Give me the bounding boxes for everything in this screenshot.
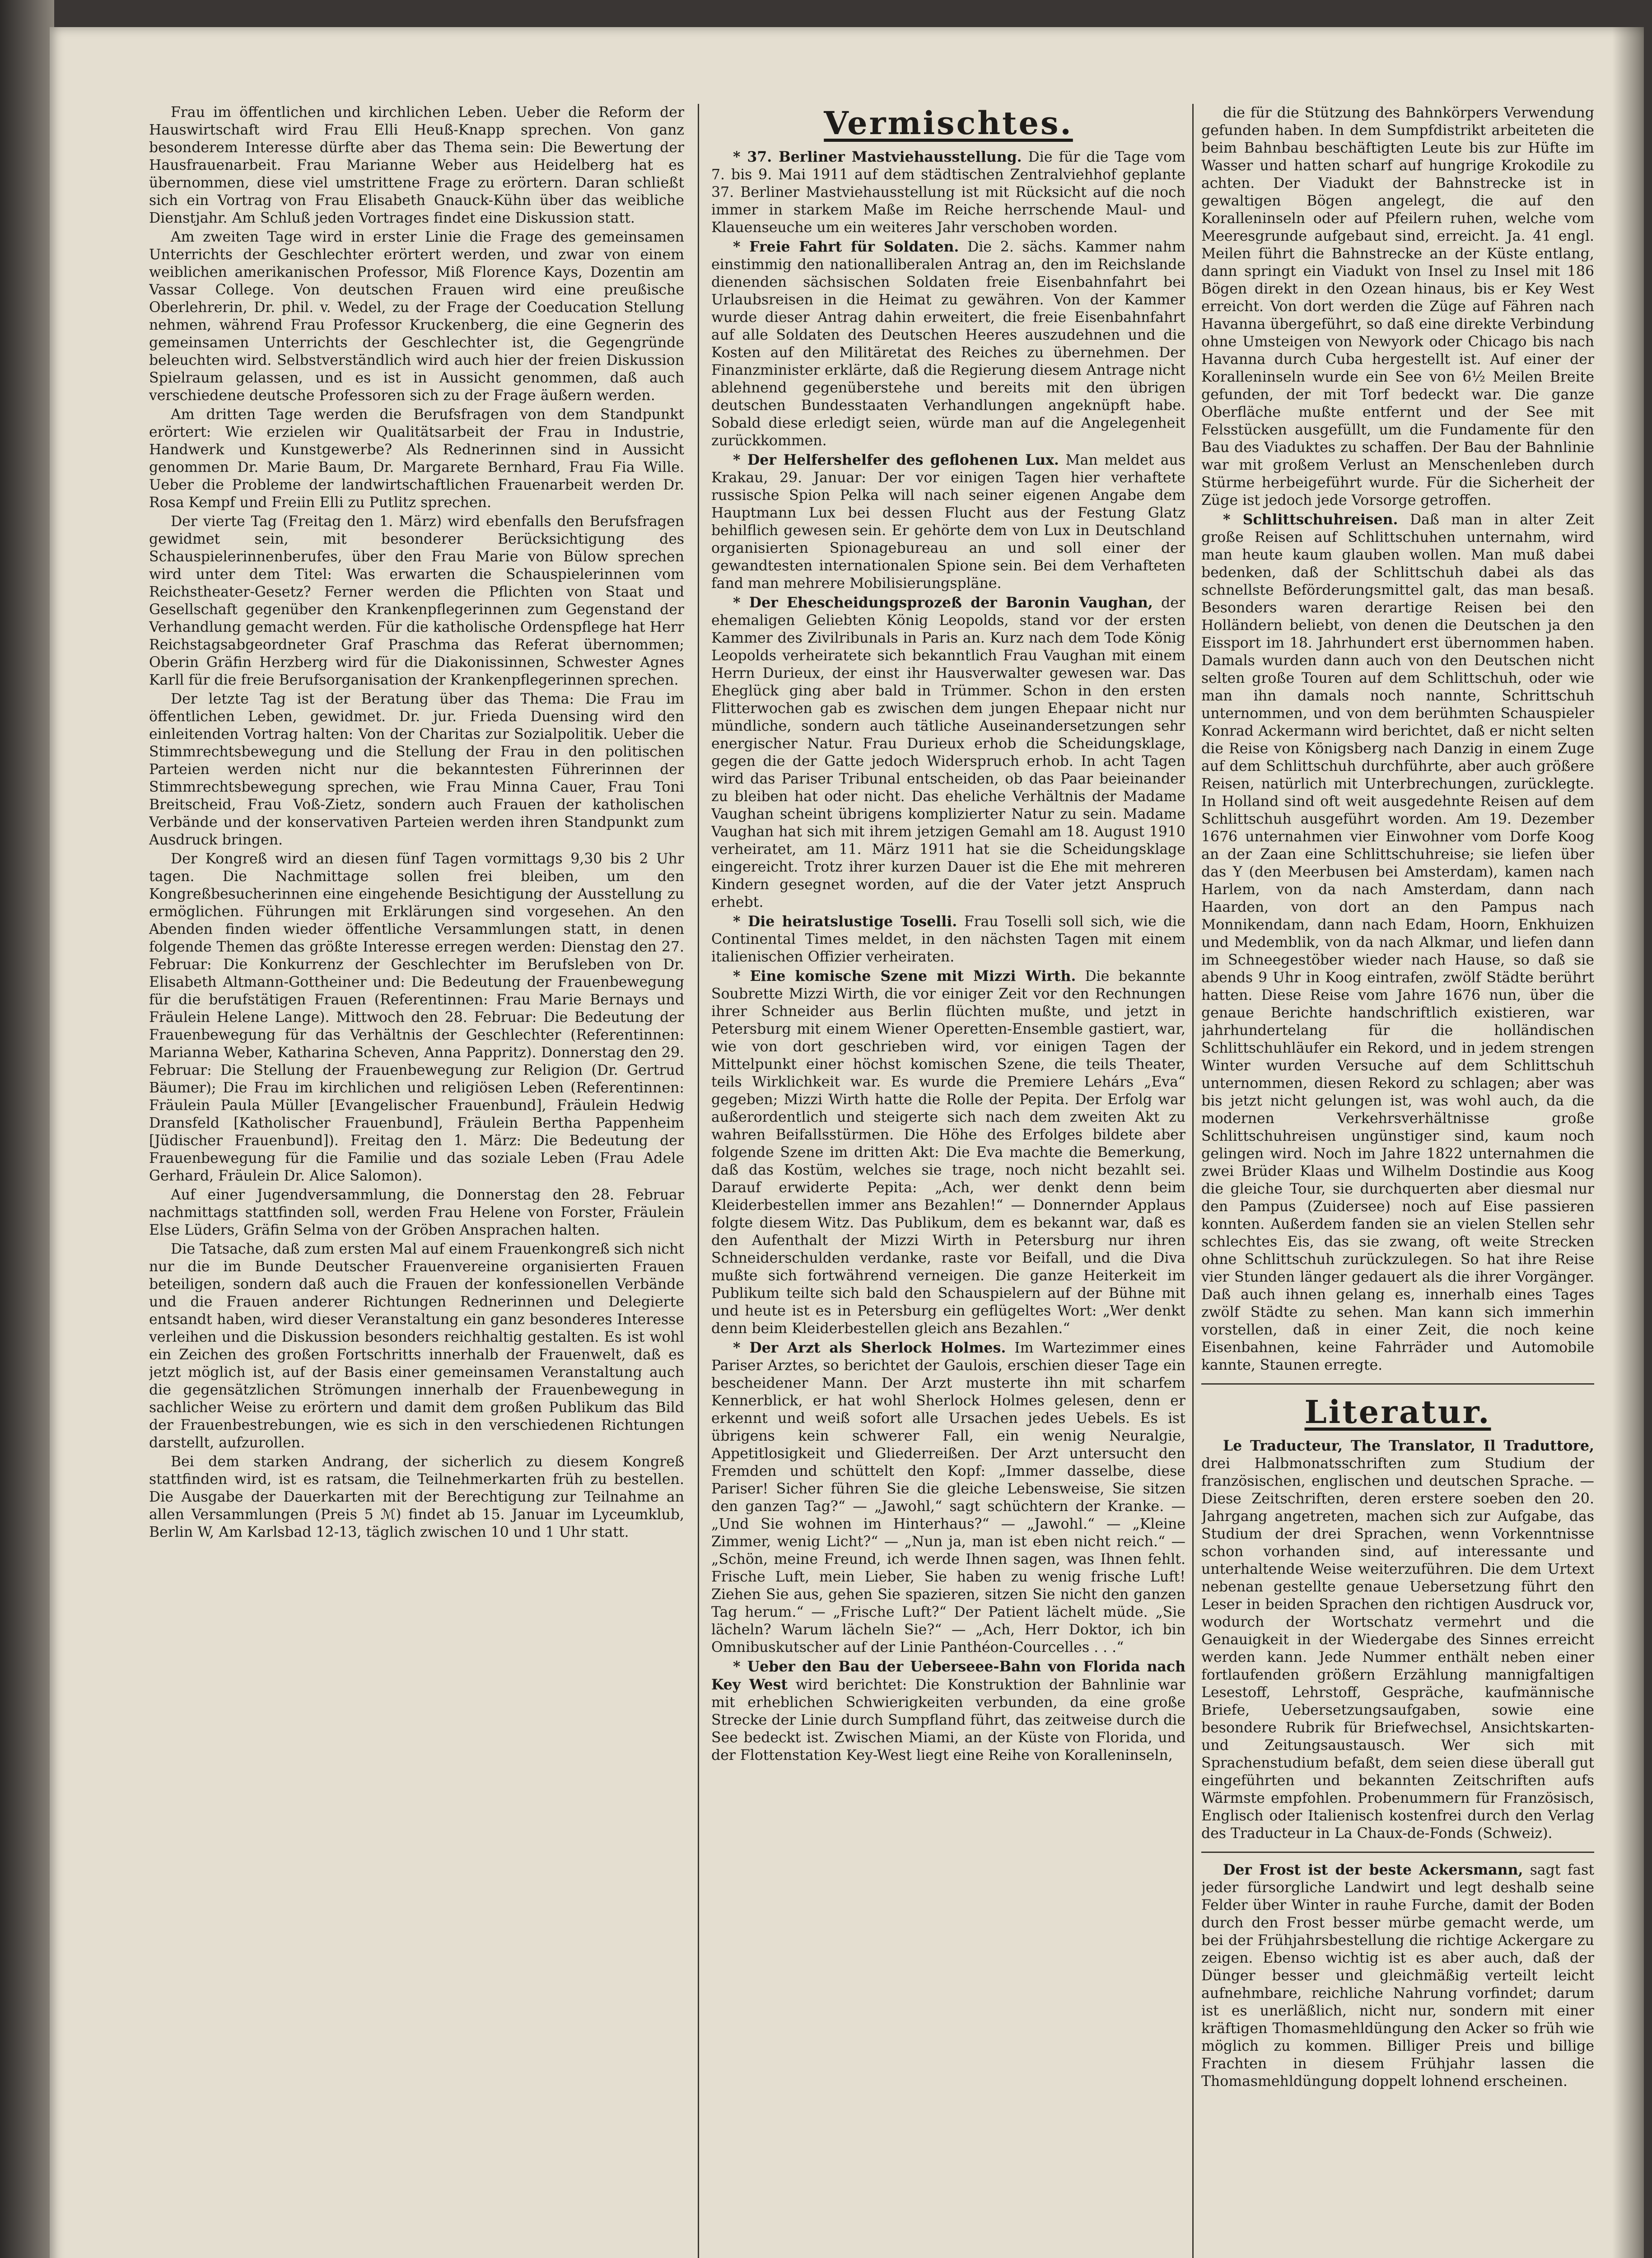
news-item	[711, 451, 1185, 592]
article-paragraph: Bei dem starken Andrang, der sicherlich zu diesem Kongreß stattfinden wird, ist es ratsam, die Teilnehmerkarten früh zu bestellen. Die Ausgabe der Dauerkarten mit der Berechtigung zur Teilnahme an allen Versammlungen (Preis 5 ℳ) findet ab 15. Januar im Lyceumklub, Berlin W, Am Karlsbad 12-13, täglich zwischen 10 und 1 Uhr statt.	[149, 1454, 684, 1540]
article-title: Le Traducteur, The Translator, Il Traduttore,	[1223, 1437, 1594, 1454]
scan-binding-edge	[0, 0, 54, 2258]
article-paragraph: Der vierte Tag (Freitag den 1. März) wird ebenfalls den Berufsfragen gewidmet sein, mit besonderer Berücksichtigung des Schauspielerinnenberufes, über den Frau Marie von Bülow sprechen wird unter dem Titel: Was erwarten die Schauspielerinnen vom Reichstheater-Gesetz? Ferner werden die Pflichten von Staat und Gesellschaft gegenüber den Krankenpflegerinnen zum Gegenstand der Verhandlung gemacht werden. Für die katholische Ordenspflege hat Herr Reichstagsabgeordneter Graf Praschma das Referat übernommen; Oberin Gräfin Herzberg wird für die Diakonissinnen, Schwester Agnes Karll für die freie Berufsorganisation der Krankenpflegerinnen sprechen.	[149, 513, 684, 688]
news-item	[711, 1339, 1185, 1656]
article-text: die für die Stützung des Bahnkörpers Verwendung gefunden haben. In dem Sumpfdistrikt arbeiteten die beim Bahnbau beschäftigten Leute bis zur Hüfte im Wasser und hatten scharf auf hungrige Krokodile zu achten. Der Viadukt der Bahnstrecke ist in gewaltigen Bögen angelegt, die auf den Koralleninseln oder auf Pfeilern ruhen, welche vom Meeresgrunde aufgebaut sind, erreicht. Ja. 41 engl. Meilen führt die Bahnstrecke an der Küste entlang, dann springt ein Viadukt von Insel zu Insel mit 186 Bögen direkt in den Ozean hinaus, bis er Key West erreicht. Von dort werden die Züge auf Fähren nach Havanna übergeführt, so daß eine direkte Verbindung ohne Umsteigen von Newyork oder Chicago bis nach Havanna durch Cuba hergestellt ist. Auf einer der Koralleninseln wurde ein See von 6½ Meilen Breite gefunden, der mit Torf bedeckt war. Die ganze Oberfläche mußte entfernt und der See mit Felsstücken ausgefüllt, um die Fundamente für den Bau des Viaduktes zu schaffen. Der Bau der Bahnlinie war mit großem Verlust an Menschenleben durch Stürme herbeigeführt wurde. Für die Sicherheit der Züge ist jedoch jede Vorsorge getroffen.	[1201, 105, 1594, 509]
page-fold-shadow	[1612, 27, 1644, 2258]
left-column	[149, 104, 684, 2258]
news-item	[711, 913, 1185, 966]
article-text: Daß man in alter Zeit große Reisen auf Schlittschuhen unternahm, wird man heute kaum glauben wollen. Man muß dabei bedenken, daß der Schlittschuh dabei als das schnellste Beförderungsmittel galt, das man besaß. Besonders waren derartige Reisen bei den Holländern beliebt, von denen die Deutschen ja den Eissport im 18. Jahrhundert erst übernommen haben. Damals wurden dann auch von den Deutschen nicht selten große Touren auf dem Schlittschuh, oder wie man ihn damals noch nannte, Schrittschuh unternommen, und von dem berühmten Schauspieler Konrad Ackermann wird berichtet, daß er nicht selten die Reise von Königsberg nach Danzig in einem Zuge auf dem Schlittschuh durchführte, aber auch größere Reisen, natürlich mit Unterbrechungen, zurücklegte. In Holland sind oft weit ausgedehnte Reisen auf dem Schlittschuh ausgeführt worden. Am 19. Dezember 1676 unternahmen vier Einwohner vom Dorfe Koog an der Zaan eine Schlittschuhreise; sie liefen über das Y (den Meerbusen bei Amsterdam), kamen nach Harlem, von da nach Amsterdam, dann nach Haarden, von dort an den Pampus nach Monnikendam, dann nach Edam, Hoorn, Enkhuizen und Medemblik, von da nach Alkmar, und liefen dann im Schneegestöber wieder nach Hause, so daß sie abends 9 Uhr in Koog eintrafen, zwölf Städte berührt hatten. Diese Reise vom Jahre 1676 nun, über die genaue Berichte handschriftlich existieren, war jahrhundertelang für die holländischen Schlittschuhläufer ein Rekord, und in jedem strengen Winter wurden Versuche auf dem Schlittschuh unternommen, diesen Rekord zu schlagen; aber was bis jetzt nicht gelungen ist, was wohl auch, da die modernen Verkehrsverhältnisse große Schlittschuhreisen ungünstiger sind, kaum noch gelingen wird. Noch im Jahre 1822 unternahmen die zwei Brüder Klaas und Wilhelm Dostindie aus Koog die gleiche Tour, sie durchquerten aber diesmal nur den Pampus (Zuidersee) noch auf Eise passieren konnten. Außerdem fanden sie an vielen Stellen sehr schlechtes Eis, das sie zwang, oft weite Strecken ohne Schlittschuh zurückzulegen. So hat ihre Reise vier Stunden länger gedauert als die ihrer Vorgänger. Daß auch ihnen gelang es, innerhalb eines Tages zwölf Städte zu sehen. Man kann sich immerhin vorstellen, daß in einer Zeit, die noch keine Eisenbahnen, keine Fahrräder und Automobile kannte, Staunen erregte.	[1201, 512, 1594, 1373]
article-paragraph: Die Tatsache, daß zum ersten Mal auf einem Frauenkongreß sich nicht nur die im Bunde Deutscher Frauenvereine organisierten Frauen beteiligen, sondern daß auch die Frauen der konfessionellen Verbände und die Frauen anderer Richtungen Rednerinnen und Delegierte entsandt haben, wird dieser Veranstaltung ein ganz besonderes Interesse verleihen und die Diskussion besonders reichhaltig gestalten. Es ist wohl ein Zeichen des großen Fortschritts innerhalb der Frauenwelt, daß es jetzt möglich ist, auf der Basis einer gemeinsamen Veranstaltung auch die gegensätzlichen Strömungen innerhalb der Frauenbewegung in sachlicher Weise zu erörtern und damit dem großen Publikum das Bild der Frauenbestrebungen, wie es sich in den verschiedenen Richtungen darstellt, aufzurollen.	[149, 1241, 684, 1451]
article-title: * 37. Berliner Mastviehausstellung.	[733, 149, 1022, 165]
article-text: drei Halbmonatsschriften zum Studium der französischen, englischen und deutschen Sprache. — Diese Zeitschriften, deren erstere soeben den 20. Jahrgang angetreten, machen sich zur Aufgabe, das Studium der drei Sprachen, wenn Vorkenntnisse schon vorhanden sind, auf interessante und unterhaltende Weise weiterzuführen. Die dem Urtext nebenan gestellte genaue Uebersetzung führt den Leser in beiden Sprachen den richtigen Ausdruck vor, wodurch der Wortschatz vermehrt und die Genauigkeit in der Wiedergabe des Sinnes erreicht werden kann. Jede Nummer enthält neben einer fortlaufenden größern Erzählung mannigfaltigen Lesestoff, Lehrstoff, Gespräche, kaufmännische Briefe, Uebersetzungsaufgaben, sowie eine besondere Rubrik für Briefwechsel, Ansichtskarten- und Zeitungsaustausch. Wer sich mit Sprachenstudium befaßt, dem seien diese überall gut eingeführten und bekannten Zeitschriften aufs Wärmste empfohlen. Probenummern für Französisch, Englisch oder Italienisch kostenfrei durch den Verlag des Traducteur in La Chaux-de-Fonds (Schweiz).	[1201, 1456, 1594, 1842]
article-title: * Die heiratslustige Toselli.	[733, 913, 957, 930]
news-item	[1201, 511, 1594, 1374]
article-paragraph: Frau im öffentlichen und kirchlichen Leben. Ueber die Reform der Hauswirtschaft wird Frau Elli Heuß-Knapp sprechen. Von ganz besonderem Interesse dürfte aber das Thema sein: Die Bewertung der Hausfrauenarbeit. Frau Marianne Weber aus Heidelberg hat es übernommen, diese viel umstrittene Frage zu erörtern. Daran schließt sich ein Vortrag von Frau Elisabeth Gnauck-Kühn über das weibliche Dienstjahr. Am Schluß jeden Vortrages findet eine Diskussion statt.	[149, 104, 684, 226]
article-text: sagt fast jeder fürsorgliche Landwirt und legt deshalb seine Felder über Winter in rauhe Furche, damit der Boden durch den Frost besser mürbe gemacht werde, um bei der Frühjahrsbestellung die richtige Ackergare zu zeigen. Ebenso wichtig ist es aber auch, daß der Dünger besser und gleichmäßig verteilt leicht aufnehmbare, reichliche Nahrung vorfindet; darum ist es unerläßlich, nicht nur, sondern mit einer kräftigen Thomasmehldüngung den Acker so früh wie möglich zu kommen. Billiger Preis und billige Frachten in diesem Frühjahr lassen die Thomasmehldüngung doppelt lohnend erscheinen.	[1201, 1862, 1594, 2090]
section-heading-vermischtes: Vermischtes.	[824, 104, 1073, 142]
news-item	[711, 594, 1185, 911]
literature-notices	[1201, 1437, 1594, 1843]
article-text: Die 2. sächs. Kammer nahm einstimmig den nationalliberalen Antrag an, den im Reichslande dienenden sächsischen Soldaten freie Eisenbahnfahrt bei Urlaubsreisen in die Heimat zu gewähren. Von der Kammer wurde dieser Antrag dahin erweitert, die freie Eisenbahnfahrt auf alle Soldaten des Deutschen Heeres auszudehnen und die Kosten auf den Militäretat des Reiches zu übernehmen. Der Finanzminister erklärte, daß die Regierung diesem Antrage nicht ablehnend gegenüberstehe und bereits mit den übrigen deutschen Bundesstaaten Verhandlungen angeknüpft habe. Sobald diese erledigt seien, würde man auf die Angelegenheit zurückkommen.	[711, 239, 1185, 449]
article-text: der ehemaligen Geliebten König Leopolds, stand vor der ersten Kammer des Zivilribunals in Paris an. Kurz nach dem Tode König Leopolds verheiratete sich bekanntlich Frau Vaughan mit einem Herrn Durieux, der einst ihr Hausverwalter gewesen war. Das Eheglück ging aber bald in Trümmer. Schon in den ersten Flitterwochen gab es zwischen dem jungen Ehepaar nicht nur mündliche, sondern auch tätliche Auseinandersetzungen sehr energischer Natur. Frau Durieux erhob die Scheidungsklage, gegen die der Gatte jedoch Widerspruch erhob. In acht Tagen wird das Pariser Tribunal entscheiden, ob das Paar beieinander zu bleiben hat oder nicht. Das eheliche Verhältnis der Madame Vaughan scheint übrigens komplizierter Natur zu sein. Madame Vaughan hat sich mit ihrem jetzigen Gemahl am 18. August 1910 verheiratet, am 11. März 1911 hat sie die Scheidungsklage eingereicht. Trotz ihrer kurzen Dauer ist die Ehe mit mehreren Kindern gesegnet worden, auf die der Vater jetzt Anspruch erhebt.	[711, 595, 1185, 910]
section-divider	[1201, 1383, 1594, 1385]
right-column-articles	[1201, 104, 1594, 1374]
right-column	[1201, 104, 1594, 2258]
column-rule-left	[698, 104, 699, 2258]
closing-notice	[1201, 1861, 1594, 2090]
literature-item	[1201, 1437, 1594, 1843]
article-text: wird berichtet: Die Konstruktion der Bahnlinie war mit erheblichen Schwierigkeiten verbunden, da eine große Strecke der Linie durch Sumpfland führt, das zeitweise durch die See bedeckt ist. Zwischen Miami, an der Küste von Florida, und der Flottenstation Key-West liegt eine Reihe von Koralleninseln,	[711, 1677, 1185, 1763]
news-item	[711, 148, 1185, 237]
vermischtes-articles	[711, 148, 1185, 1764]
news-item	[711, 967, 1185, 1338]
article-text: Die bekannte Soubrette Mizzi Wirth, die vor einiger Zeit vor den Rechnungen ihrer Schneider aus Berlin flüchten mußte, und jetzt in Petersburg mit einem Wiener Operetten-Ensemble gastiert, war, wie von dort geschrieben wird, vor einigen Tagen der Mittelpunkt einer höchst komischen Szene, die teils Theater, teils Wirklichkeit war. Es wurde die Premiere Lehárs „Eva“ gegeben; Mizzi Wirth hatte die Rolle der Pepita. Der Erfolg war außerordentlich und steigerte sich nach dem zweiten Akt zu wahren Beifallsstürmen. Die Höhe des Erfolges bildete aber folgende Szene im dritten Akt: Die Eva machte die Bemerkung, daß das Kostüm, welches sie trage, noch nicht bezahlt sei. Darauf erwiderte Pepita: „Ach, wer denkt denn beim Kleiderbestellen immer ans Bezahlen!“ — Donnernder Applaus folgte diesem Witz. Das Publikum, dem es bekannt war, daß es den Aufenthalt der Mizzi Wirth in Petersburg nur ihren Schneiderschulden verdanke, raste vor Beifall, und die Diva mußte sich fortwährend verneigen. Die ganze Heiterkeit im Publikum teilte sich bald den Schauspielern auf der Bühne mit und heute ist es in Petersburg ein geflügeltes Wort: „Wer denkt denn beim Kleiderbestellen gleich ans Bezahlen.“	[711, 968, 1185, 1337]
advert-item	[1201, 1861, 1594, 2090]
article-paragraph: Am zweiten Tage wird in erster Linie die Frage des gemeinsamen Unterrichts der Geschlechter erörtert werden, und zwar von einem weiblichen amerikanischen Professor, Miß Florence Kays, Dozentin am Vassar College. Von deutschen Frauen wird eine preußische Oberlehrerin, Dr. phil. v. Wedel, zu der Frage der Coeducation Stellung nehmen, während Frau Professor Kruckenberg, die eine Gegnerin des gemeinsamen Unterrichts der Geschlechter ist, die Gegengründe beleuchten wird. Selbstverständlich wird auch hier der freien Diskussion Spielraum gelassen, und es ist in Aussicht genommen, daß auch verschiedene deutsche Professoren sich zu der Frage äußern werden.	[149, 229, 684, 404]
article-title: Der Frost ist der beste Ackersmann,	[1223, 1861, 1523, 1878]
article-text: Die für die Tage vom 7. bis 9. Mai 1911 auf dem städtischen Zentralviehhof geplante 37. Berliner Mastviehausstellung ist mit Rücksicht auf die noch immer in starkem Maße im Reiche herrschende Maul- und Klauenseuche um ein weiteres Jahr verschoben worden.	[711, 149, 1185, 236]
article-paragraph: Am dritten Tage werden die Berufsfragen von dem Standpunkt erörtert: Wie erzielen wir Qualitätsarbeit der Frau in Industrie, Handwerk und Kunstgewerbe? Als Rednerinnen sind in Aussicht genommen Dr. Marie Baum, Dr. Margarete Bernhard, Frau Fia Wille. Ueber die Probleme der landwirtschaftlichen Frauenarbeit werden Dr. Rosa Kempf und Freiin Elli zu Putlitz sprechen.	[149, 406, 684, 511]
article-paragraph: Der Kongreß wird an diesen fünf Tagen vormittags 9,30 bis 2 Uhr tagen. Die Nachmittage sollen frei bleiben, um den Kongreßbesucherinnen eine eingehende Besichtigung der Ausstellung zu ermöglichen. Führungen mit Erklärungen sind vorgesehen. An den Abenden finden wieder öffentliche Versammlungen statt, in denen folgende Themen das größte Interesse erregen werden: Dienstag den 27. Februar: Die Konkurrenz der Geschlechter im Berufsleben von Dr. Elisabeth Altmann-Gottheiner und: Die Bedeutung der Frauenbewegung für die berufstätigen Frauen (Referentinnen: Frau Marie Bernays und Fräulein Helene Lange). Mittwoch den 28. Februar: Die Bedeutung der Frauenbewegung für das Verhältnis der Geschlechter (Referentinnen: Marianna Weber, Katharina Scheven, Anna Pappritz). Donnerstag den 29. Februar: Die Stellung der Frauenbewegung zur Religion (Dr. Gertrud Bäumer); Die Frau im kirchlichen und religiösen Leben (Referentinnen: Fräulein Paula Müller [Evangelischer Frauenbund], Fräulein Hedwig Dransfeld [Katholischer Frauenbund], Fräulein Bertha Pappenheim [Jüdischer Frauenbund]). Freitag den 1. März: Die Bedeutung der Frauenbewegung für die Familie und das soziale Leben (Frau Adele Gerhard, Fräulein Dr. Alice Salomon).	[149, 851, 684, 1184]
middle-column	[711, 104, 1185, 2258]
article-title: * Ueber den Bau der Ueberseee-Bahn von Florida nach Key West	[711, 1658, 1185, 1693]
section-heading-literatur: Literatur.	[1304, 1393, 1491, 1431]
article-title: * Schlittschuhreisen.	[1223, 511, 1398, 528]
article-text: Frau Toselli soll sich, wie die Continental Times meldet, in den nächsten Tagen mit einem italienischen Offizier verheiraten.	[711, 914, 1185, 965]
article-title: * Der Arzt als Sherlock Holmes.	[733, 1339, 1006, 1356]
news-item	[711, 1658, 1185, 1764]
section-divider	[1201, 1852, 1594, 1853]
article-title: * Freie Fahrt für Soldaten.	[733, 238, 959, 255]
news-item	[711, 238, 1185, 450]
article-title: * Der Helfershelfer des geflohenen Lux.	[733, 452, 1059, 468]
article-text: Im Wartezimmer eines Pariser Arztes, so berichtet der Gaulois, erschien dieser Tage ein bescheidener Mann. Der Arzt musterte ihn mit scharfem Kennerblick, er hat wohl Sherlock Holmes gelesen, denn er erkennt und weiß sofort alle Ursachen jedes Uebels. Es ist übrigens kein schwerer Fall, ein wenig Neuralgie, Appetitlosigkeit und Gliederreißen. Der Arzt untersucht den Fremden und schüttelt den Kopf: „Immer dasselbe, diese Pariser! Sicher führen Sie die gleiche Lebensweise, Sie sitzen den ganzen Tag?“ — „Jawohl,“ sagt schüchtern der Kranke. — „Und Sie wohnen im Hinterhaus?“ — „Jawohl.“ — „Kleine Zimmer, wenig Licht?“ — „Nun ja, man ist eben nicht reich.“ — „Schön, meine Freund, ich werde Ihnen sagen, was Ihnen fehlt. Frische Luft, mein Lieber, Sie haben zu wenig frische Luft! Ziehen Sie aus, gehen Sie spazieren, sitzen Sie nicht den ganzen Tag herum.“ — „Frische Luft?“ Der Patient lächelt müde. „Sie lächeln? Warum lächeln Sie?“ — „Ach, Herr Doktor, ich bin Omnibuskutscher auf der Linie Panthéon-Courcelles . . .“	[711, 1340, 1185, 1656]
article-paragraph: Auf einer Jugendversammlung, die Donnerstag den 28. Februar nachmittags stattfinden soll, werden Frau Helene von Forster, Fräulein Else Lüders, Gräfin Selma von der Gröben Ansprachen halten.	[149, 1187, 684, 1238]
news-item	[1201, 104, 1594, 509]
article-title: * Eine komische Szene mit Mizzi Wirth.	[733, 968, 1076, 984]
column-rule-right	[1192, 104, 1194, 2258]
article-text: Man meldet aus Krakau, 29. Januar: Der vor einigen Tagen hier verhaftete russische Spion Pelka will nach seiner eigenen Angabe dem Hauptmann Lux bei dessen Flucht aus der Festung Glatz behilflich gewesen sein. Er gehörte dem von Lux in Deutschland organisierten Spionagebureau an und soll einer der gewandtesten internationalen Spione sein. Bei dem Verhafteten fand man mehrere Mobilisierungspläne.	[711, 452, 1185, 592]
article-paragraph: Der letzte Tag ist der Beratung über das Thema: Die Frau im öffentlichen Leben, gewidmet. Dr. jur. Frieda Duensing wird den einleitenden Vortrag halten: Von der Charitas zur Sozialpolitik. Ueber die Stimmrechtsbewegung und die Stellung der Frau in den politischen Parteien werden nicht nur die bekanntesten Führerinnen der Stimmrechtsbewegung sprechen, wie Frau Minna Cauer, Frau Toni Breitscheid, Frau Voß-Zietz, sondern auch Frauen der katholischen Verbände und der konservativen Parteien werden ihren Standpunkt zum Ausdruck bringen.	[149, 691, 684, 848]
article-title: * Der Ehescheidungsprozeß der Baronin Vaughan,	[733, 594, 1153, 611]
